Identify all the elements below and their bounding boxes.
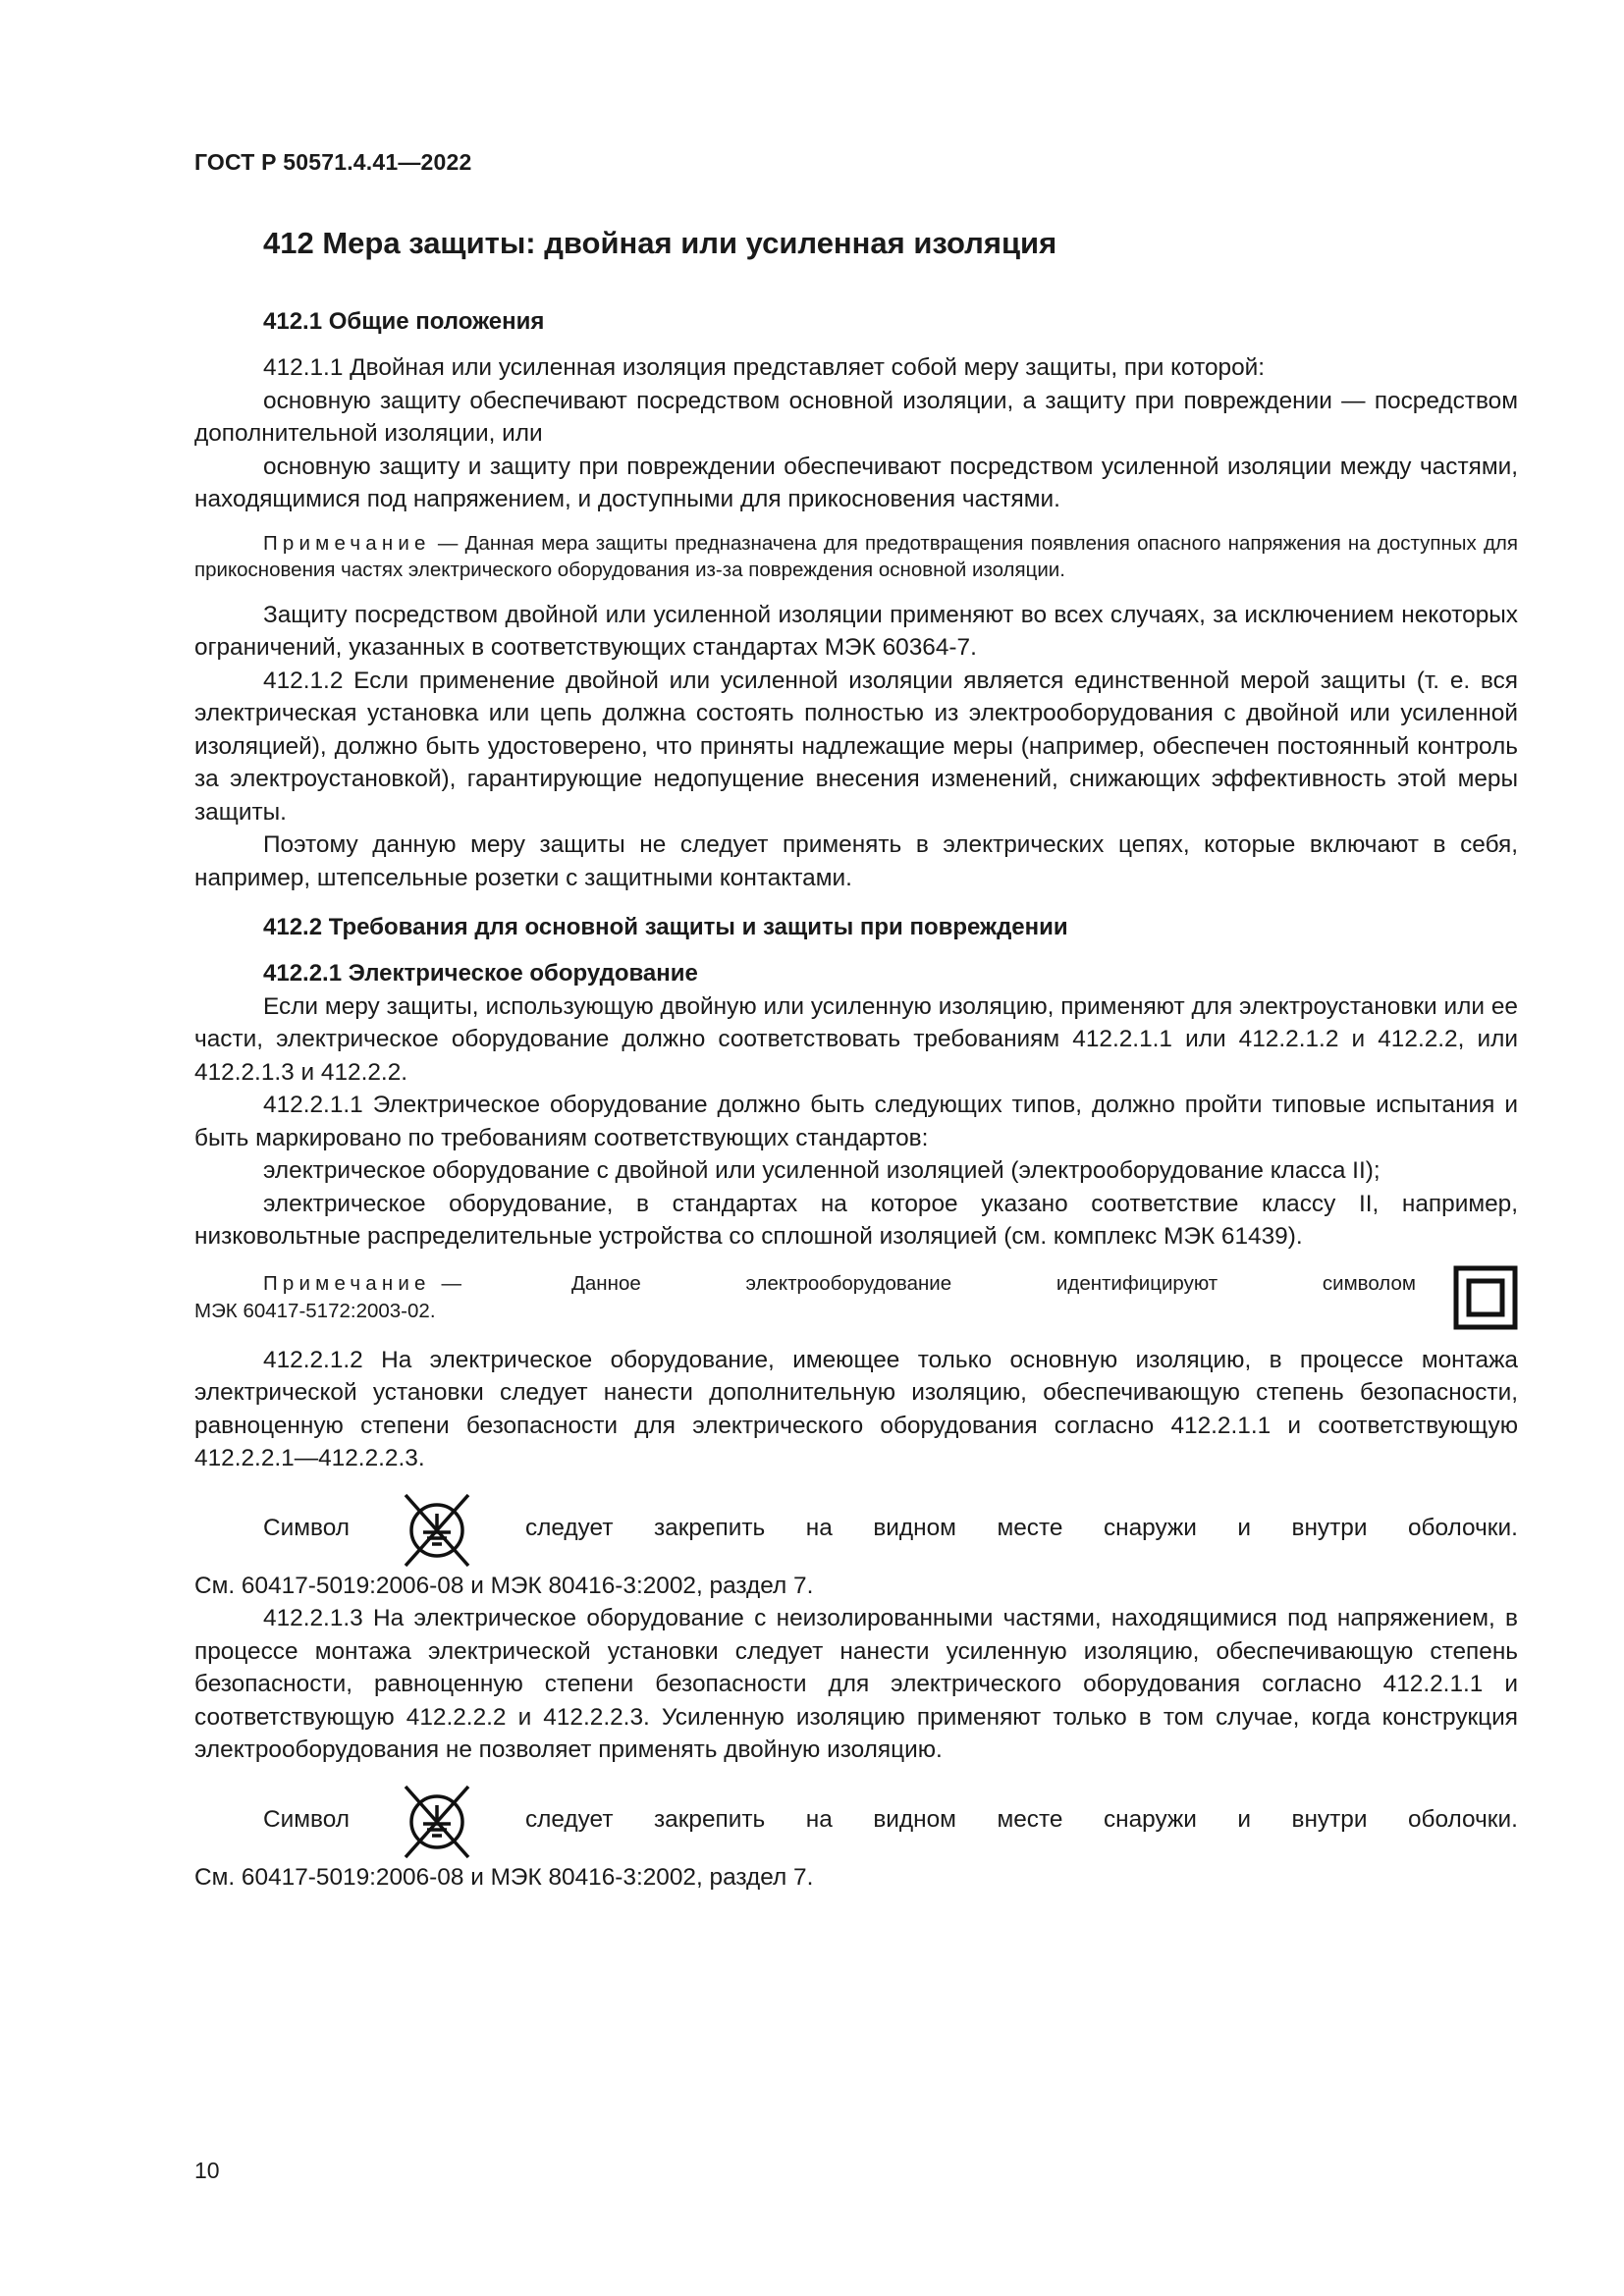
symbol-reference: См. 60417-5019:2006-08 и МЭК 80416-3:2002, раздел 7.	[194, 1863, 814, 1891]
paragraph: Поэтому данную меру защиты не следует применять в электрических цепях, которые включают в себя, например, штепсельные розетки с защитными контактами.	[194, 831, 1518, 891]
symbol-word: на	[805, 1805, 833, 1833]
standard-header: ГОСТ Р 50571.4.41—2022	[194, 149, 472, 175]
symbol-word: месте	[997, 1514, 1063, 1541]
symbol-word: на	[805, 1514, 833, 1541]
subsection-title-4122: 412.2 Требования для основной защиты и защиты при повреждении	[263, 914, 1068, 940]
note-label: Примечание —	[263, 1272, 467, 1295]
paragraph: 412.2.1.3 На электрическое оборудование с неизолированными частями, находящимися под напряжением, в процессе монтажа электрической установки следует нанести усиленную изоляцию, обеспечивающую степень безопасности, равноценную степени безопасности для электрического оборудования согласно 412.2.1.1 и соответствующую 412.2.2.2 и 412.2.2.3. Усиленную изоляцию применяют только в том случае, когда конструкция электрооборудования не позволяет применять двойную изоляцию.	[194, 1605, 1518, 1763]
paragraph: Если меру защиты, использующую двойную или усиленную изоляцию, применяют для электроустановки или ее части, электрическое оборудование должно соответствовать требованиям 412.2.1.1 или 412.2.1.2 и 412.2.2, или 412.2.1.3 и 412.2.2.	[194, 992, 1518, 1086]
no-protective-earth-symbol-icon	[400, 1779, 474, 1861]
symbol-line	[194, 1779, 1518, 1861]
symbol-word: закрепить	[654, 1514, 766, 1541]
paragraph: 412.1.1 Двойная или усиленная изоляция представляет собой меру защиты, при которой:	[263, 354, 1266, 381]
paragraph: 412.2.1.2 На электрическое оборудование, имеющее только основную изоляцию, в процессе монтажа электрической установки следует нанести дополнительную изоляцию, обеспечивающую степень безопасности, равноценную степени безопасности для электрического оборудования согласно 412.2.1.1 и соответствующую 412.2.2.1—412.2.2.3.	[194, 1346, 1518, 1471]
clause-title-41221: 412.2.1 Электрическое оборудование	[263, 960, 698, 987]
symbol-word: Символ	[263, 1805, 350, 1833]
symbol-word: снаружи	[1103, 1805, 1197, 1833]
symbol-word: Символ	[263, 1514, 350, 1541]
paragraph: Защиту посредством двойной или усиленной изоляции применяют во всех случаях, за исключением некоторых ограничений, указанных в соответствующих стандартах МЭК 60364-7.	[194, 601, 1518, 661]
symbol-word: закрепить	[654, 1805, 766, 1833]
symbol-word: снаружи	[1103, 1514, 1197, 1541]
section-title: 412 Мера защиты: двойная или усиленная изоляция	[263, 226, 1057, 260]
subsection-title-4121: 412.1 Общие положения	[263, 308, 545, 335]
document-body	[194, 224, 1518, 1894]
note-class2	[194, 1265, 1518, 1330]
class-ii-double-square-icon	[1453, 1265, 1518, 1330]
page-number: 10	[194, 2158, 220, 2183]
note-word: Данное	[571, 1272, 641, 1295]
symbol-word: видном	[873, 1514, 956, 1541]
paragraph: основную защиту и защиту при повреждении обеспечивают посредством усиленной изоляции между частями, находящимися под напряжением, и доступными для прикосновения частями.	[194, 453, 1518, 512]
paragraph: основную защиту обеспечивают посредством основной изоляции, а защиту при повреждении — посредством дополнительной изоляции, или	[194, 387, 1518, 447]
note-word: электрооборудование	[745, 1272, 952, 1295]
paragraph: электрическое оборудование, в стандартах на которое указано соответствие классу II, например, низковольтные распределительные устройства со сплошной изоляцией (см. комплекс МЭК 61439).	[194, 1190, 1518, 1250]
symbol-word: и	[1237, 1805, 1251, 1833]
symbol-word: внутри	[1291, 1805, 1368, 1833]
symbol-word: оболочки.	[1407, 1805, 1518, 1833]
note-ref: МЭК 60417-5172:2003-02.	[194, 1299, 436, 1322]
symbol-word: следует	[524, 1514, 614, 1541]
symbol-line	[194, 1487, 1518, 1570]
no-protective-earth-symbol-icon	[400, 1487, 474, 1570]
symbol-word: внутри	[1291, 1514, 1368, 1541]
note-label: Примечание	[263, 531, 431, 555]
note-word: символом	[1322, 1272, 1416, 1295]
paragraph: 412.2.1.1 Электрическое оборудование должно быть следующих типов, должно пройти типовые испытания и быть маркировано по требованиям соответствующих стандартов:	[194, 1092, 1518, 1151]
note-word: идентифицируют	[1056, 1272, 1218, 1295]
symbol-word: следует	[524, 1805, 614, 1833]
symbol-word: видном	[873, 1805, 956, 1833]
paragraph: электрическое оборудование с двойной или усиленной изоляцией (электрооборудование класса II);	[263, 1157, 1380, 1184]
note-text: — Данная мера защиты предназначена для предотвращения появления опасного напряжения на доступных для прикосновения частях электрического оборудования из-за повреждения основной изоляции.	[194, 531, 1518, 581]
symbol-word: и	[1237, 1514, 1251, 1541]
paragraph: 412.1.2 Если применение двойной или усиленной изоляции является единственной мерой защиты (т. е. вся электрическая установка или цепь должна состоять полностью из электрооборудования с двойной или усиленной изоляцией), должно быть удостоверено, что приняты надлежащие меры (например, обеспечен постоянный контроль за электроустановкой), гарантирующие недопущение внесения изменений, снижающих эффективность этой меры защиты.	[194, 667, 1518, 826]
symbol-word: оболочки.	[1407, 1514, 1518, 1541]
symbol-reference: См. 60417-5019:2006-08 и МЭК 80416-3:2002, раздел 7.	[194, 1572, 814, 1599]
symbol-word: месте	[997, 1805, 1063, 1833]
note	[194, 530, 1518, 584]
